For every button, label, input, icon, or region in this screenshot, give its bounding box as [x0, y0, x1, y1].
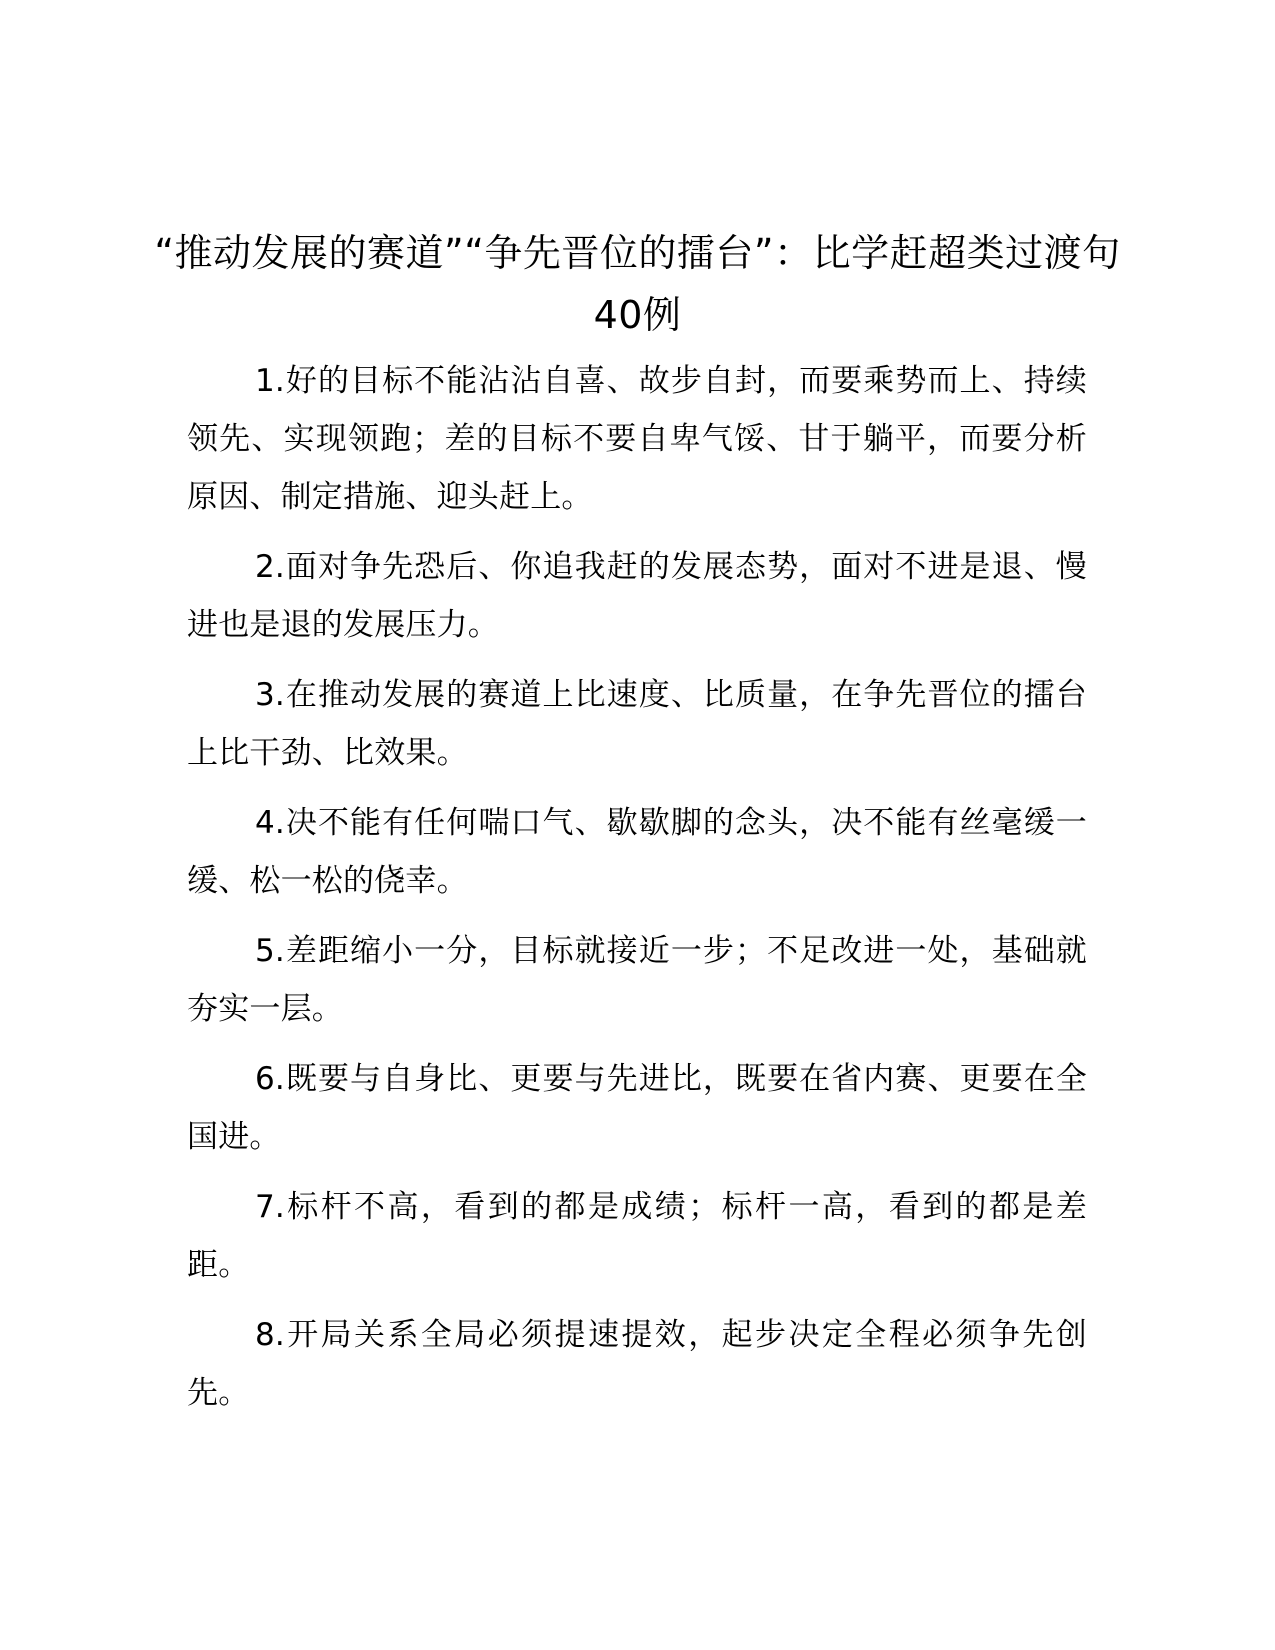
paragraph-2: 2.面对争先恐后、你追我赶的发展态势，面对不进是退、慢进也是退的发展压力。: [187, 549, 1087, 643]
document-body: [187, 352, 1087, 1434]
paragraph-8: 8.开局关系全局必须提速提效，起步决定全程必须争先创先。: [187, 1317, 1087, 1411]
paragraph-5: 5.差距缩小一分，目标就接近一步；不足改进一处，基础就夯实一层。: [187, 933, 1087, 1027]
document-title: “推动发展的赛道”“争先晋位的擂台”：比学赶超类过渡句40例: [154, 231, 1121, 337]
paragraph-1: 1.好的目标不能沾沾自喜、故步自封，而要乘势而上、持续领先、实现领跑；差的目标不要自卑气馁、甘于躺平，而要分析原因、制定措施、迎头赶上。: [187, 363, 1087, 515]
paragraph-6: 6.既要与自身比、更要与先进比，既要在省内赛、更要在全国进。: [187, 1061, 1087, 1155]
paragraph-4: 4.决不能有任何喘口气、歇歇脚的念头，决不能有丝毫缓一缓、松一松的侥幸。: [187, 805, 1087, 899]
paragraph-3: 3.在推动发展的赛道上比速度、比质量，在争先晋位的擂台上比干劲、比效果。: [187, 677, 1087, 771]
paragraph-7: 7.标杆不高，看到的都是成绩；标杆一高，看到的都是差距。: [187, 1189, 1087, 1283]
